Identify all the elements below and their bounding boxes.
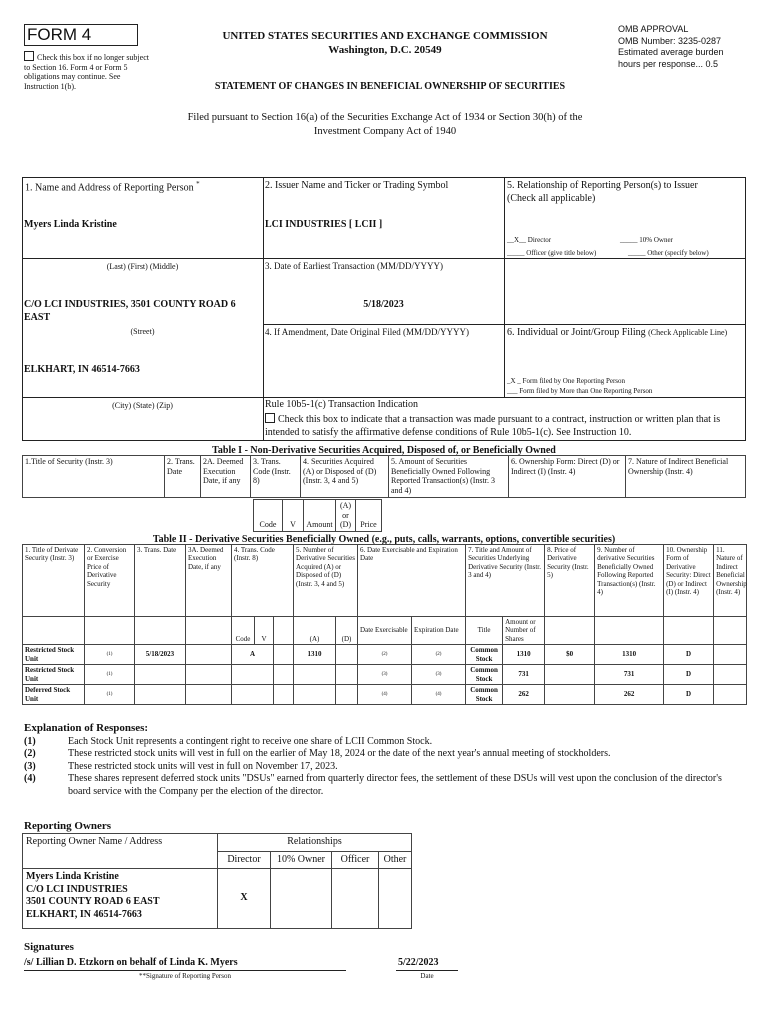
- t2-col-title: 1. Title of Derivate Security (Instr. 3): [23, 545, 85, 617]
- t1-col-acquired: 4. Securities Acquired (A) or Disposed of (D) (Instr. 3, 4 and 5): [301, 456, 389, 498]
- t2-col-price: 8. Price of Derivative Security (Instr. 5): [545, 545, 595, 617]
- t1-col-date: 2. Trans. Date: [165, 456, 201, 498]
- owner-name: Myers Linda Kristine: [26, 871, 119, 882]
- statement-title: STATEMENT OF CHANGES IN BENEFICIAL OWNERSHIP OF SECURITIES: [214, 81, 566, 92]
- t2-col-conversion: 2. Conversion or Exercise Price of Derivative Security: [85, 545, 135, 617]
- t2-sub-title: Title: [466, 617, 503, 645]
- label-reporting-person: 1. Name and Address of Reporting Person *: [25, 180, 200, 194]
- owners-col-name: Reporting Owner Name / Address: [23, 834, 218, 852]
- owners-col-director: Director: [218, 851, 271, 869]
- rel-director-option[interactable]: __X__ Director: [507, 236, 552, 244]
- table-row: Restricted Stock Unit (1) 5/18/2023 A 1310 (2) (2) Common Stock 1310 $0 1310 D: [23, 645, 747, 665]
- label-amendment: 4. If Amendment, Date Original Filed (MM/DD/YYYY): [265, 327, 469, 337]
- city-caption: (City) (State) (Zip): [112, 401, 173, 410]
- t1-col-nature: 7. Nature of Indirect Beneficial Ownership (Instr. 4): [626, 456, 746, 498]
- earliest-transaction-date: 5/18/2023: [363, 299, 404, 310]
- reporting-person-name: Myers Linda Kristine: [24, 219, 117, 230]
- table-row: Restricted Stock Unit (1) (3) (3) Common Stock 731 731 D: [23, 665, 747, 685]
- signer-name: /s/ Lillian D. Etzkorn on behalf of Linda K. Myers: [24, 957, 238, 968]
- filed-pursuant: [100, 111, 670, 139]
- owners-col-other: Other: [379, 851, 412, 869]
- omb-number: OMB Number: 3235-0287: [618, 35, 722, 46]
- agency-heading: [190, 30, 580, 58]
- reporting-street: C/O LCI INDUSTRIES, 3501 COUNTY ROAD 6 EAST: [24, 299, 236, 323]
- agency-address: Washington, D.C. 20549: [328, 43, 442, 56]
- table2-derivative: [22, 544, 747, 705]
- t1-col-title: 1.Title of Security (Instr. 3): [23, 456, 165, 498]
- label-issuer: 2. Issuer Name and Ticker or Trading Symbol: [265, 180, 449, 191]
- omb-hours: hours per response... 0.5: [618, 59, 719, 70]
- signature-date-caption: Date: [420, 972, 434, 980]
- t1-sub-price: Price: [356, 500, 382, 532]
- t2-sub-code: Code: [232, 617, 255, 645]
- t1-col-ownership: 6. Ownership Form: Direct (D) or Indirect (I) (Instr. 4): [509, 456, 626, 498]
- t2-sub-d: (D): [336, 617, 358, 645]
- rule-10b5-checkbox[interactable]: [265, 413, 275, 423]
- omb-title: OMB APPROVAL: [618, 24, 689, 34]
- owner-address-1: C/O LCI INDUSTRIES: [26, 883, 128, 895]
- t1-sub-amount: Amount: [304, 500, 336, 532]
- owner-address-3: ELKHART, IN 46514-7663: [26, 908, 142, 920]
- owner-director-mark: X: [218, 869, 271, 929]
- t1-sub-v: V: [283, 500, 304, 532]
- table-row: [23, 869, 412, 929]
- t2-sub-a: (A): [294, 617, 336, 645]
- issuer-name: LCI INDUSTRIES [ LCII ]: [265, 219, 383, 230]
- t2-sub-expiration: Expiration Date: [412, 617, 466, 645]
- explanation-item: (1) Each Stock Unit represents a contingent right to receive one share of LCII Common Stock.: [24, 735, 433, 747]
- owners-col-officer: Officer: [332, 851, 379, 869]
- table-row: Deferred Stock Unit (1) (4) (4) Common Stock 262 262 D: [23, 685, 747, 705]
- t2-col-number: 5. Number of Derivative Securities Acquired (A) or Disposed of (D) (Instr. 3, 4 and 5): [294, 545, 358, 617]
- omb-burden: Estimated average burden: [618, 47, 724, 58]
- filing-more-persons[interactable]: ___ Form filed by More than One Reporting Person: [507, 387, 653, 395]
- label-relationship: 5. Relationship of Reporting Person(s) to Issuer (Check all applicable): [507, 180, 698, 204]
- signatures-title: Signatures: [24, 941, 74, 953]
- explanation-item: (4) These shares represent deferred stock units "DSUs" earned from quarterly director fees, the settlement of these DSUs will vest upon the conclusion of the director's board service with the Company per the election of the director.: [24, 773, 722, 797]
- no-longer-subject-checkbox[interactable]: [24, 51, 34, 61]
- filed-line-2: Investment Company Act of 1940: [313, 126, 457, 138]
- rel-10pct-option[interactable]: _____ 10% Owner: [620, 236, 673, 244]
- table1-nonderivative: [22, 455, 746, 498]
- explanation-item: (3) These restricted stock units will vest in full on November 17, 2023.: [24, 760, 338, 772]
- table1-subheader: [253, 499, 382, 532]
- explanation-item: (2) These restricted stock units will vest in full on the earlier of May 18, 2024 or the date of the next year's annual meeting of stockholders.: [24, 748, 611, 760]
- agency-name: UNITED STATES SECURITIES AND EXCHANGE COMMISSION: [222, 30, 548, 42]
- no-longer-subject-text: Check this box if no longer subject to Section 16. Form 4 or Form 5 obligations may continue. See Instruction 1(b).: [24, 53, 149, 91]
- filed-line-1: Filed pursuant to Section 16(a) of the Securities Exchange Act of 1934 or Section 30(h) of the: [187, 112, 583, 123]
- owners-col-relationships: Relationships: [218, 834, 412, 852]
- table1-title: Table I - Non-Derivative Securities Acquired, Disposed of, or Beneficially Owned: [212, 445, 556, 456]
- table2-title: Table II - Derivative Securities Beneficially Owned (e.g., puts, calls, warrants, options, convertible securities): [152, 534, 616, 545]
- no-longer-subject-note: [24, 51, 150, 91]
- t2-col-date: 3. Trans. Date: [135, 545, 186, 617]
- t2-col-ownership: 10. Ownership Form of Derivative Security: Direct (D) or Indirect (I) (Instr. 4): [664, 545, 714, 617]
- t1-col-amount-owned: 5. Amount of Securities Beneficially Owned Following Reported Transaction(s) (Instr. 3 and 4): [389, 456, 509, 498]
- rel-other-option[interactable]: _____ Other (specify below): [628, 249, 709, 257]
- omb-approval: [618, 24, 758, 71]
- street-caption: (Street): [130, 327, 155, 336]
- t2-sub-date-exercisable: Date Exercisable: [358, 617, 412, 645]
- owners-table: [22, 833, 412, 929]
- owner-address-2: 3501 COUNTY ROAD 6 EAST: [26, 896, 160, 907]
- owners-title: Reporting Owners: [24, 820, 112, 832]
- t2-col-owned: 9. Number of derivative Securities Beneficially Owned Following Reported Transaction(s) (Instr. 4): [595, 545, 664, 617]
- signer-caption: **Signature of Reporting Person: [139, 972, 231, 980]
- form-title: FORM 4: [27, 25, 92, 44]
- t1-sub-aord: (A) or (D): [336, 500, 356, 532]
- name-caption: (Last) (First) (Middle): [106, 262, 179, 271]
- explanation-section: [24, 722, 744, 798]
- owners-col-10pct: 10% Owner: [271, 851, 332, 869]
- t1-col-code: 3. Trans. Code (Instr. 8): [251, 456, 301, 498]
- t2-col-code: 4. Trans. Code (Instr. 8): [232, 545, 294, 617]
- rel-officer-option[interactable]: _____ Officer (give title below): [507, 249, 597, 257]
- t2-col-exercisable: 6. Date Exercisable and Expiration Date: [358, 545, 466, 617]
- signature-date: 5/22/2023: [398, 957, 439, 968]
- filing-one-person[interactable]: _X _ Form filed by One Reporting Person: [507, 377, 626, 385]
- rule-10b5-text: Check this box to indicate that a transaction was made pursuant to a contract, instruction or written plan that is intended to satisfy the affirmative defense conditions of Rule 10b5-1(c). See Instruction 10.: [265, 414, 721, 438]
- rule-10b5-title: Rule 10b5-1(c) Transaction Indication: [265, 399, 419, 410]
- t2-col-nature: 11. Nature of Indirect Beneficial Ownership (Instr. 4): [714, 545, 747, 617]
- t2-sub-v: V: [255, 617, 274, 645]
- form-title-box: [24, 24, 138, 46]
- t2-col-underlying: 7. Title and Amount of Securities Underlying Derivative Security (Instr. 3 and 4): [466, 545, 545, 617]
- label-earliest-transaction: 3. Date of Earliest Transaction (MM/DD/YYYY): [265, 261, 443, 271]
- explanation-title: Explanation of Responses:: [24, 722, 149, 734]
- t1-col-deemed: 2A. Deemed Execution Date, if any: [201, 456, 251, 498]
- reporting-city: ELKHART, IN 46514-7663: [24, 364, 140, 375]
- label-joint-filing: 6. Individual or Joint/Group Filing (Check Applicable Line): [507, 327, 728, 338]
- t1-sub-code: Code: [254, 500, 283, 532]
- t2-col-deemed: 3A. Deemed Execution Date, if any: [186, 545, 232, 617]
- t2-sub-amount: Amount or Number of Shares: [503, 617, 545, 645]
